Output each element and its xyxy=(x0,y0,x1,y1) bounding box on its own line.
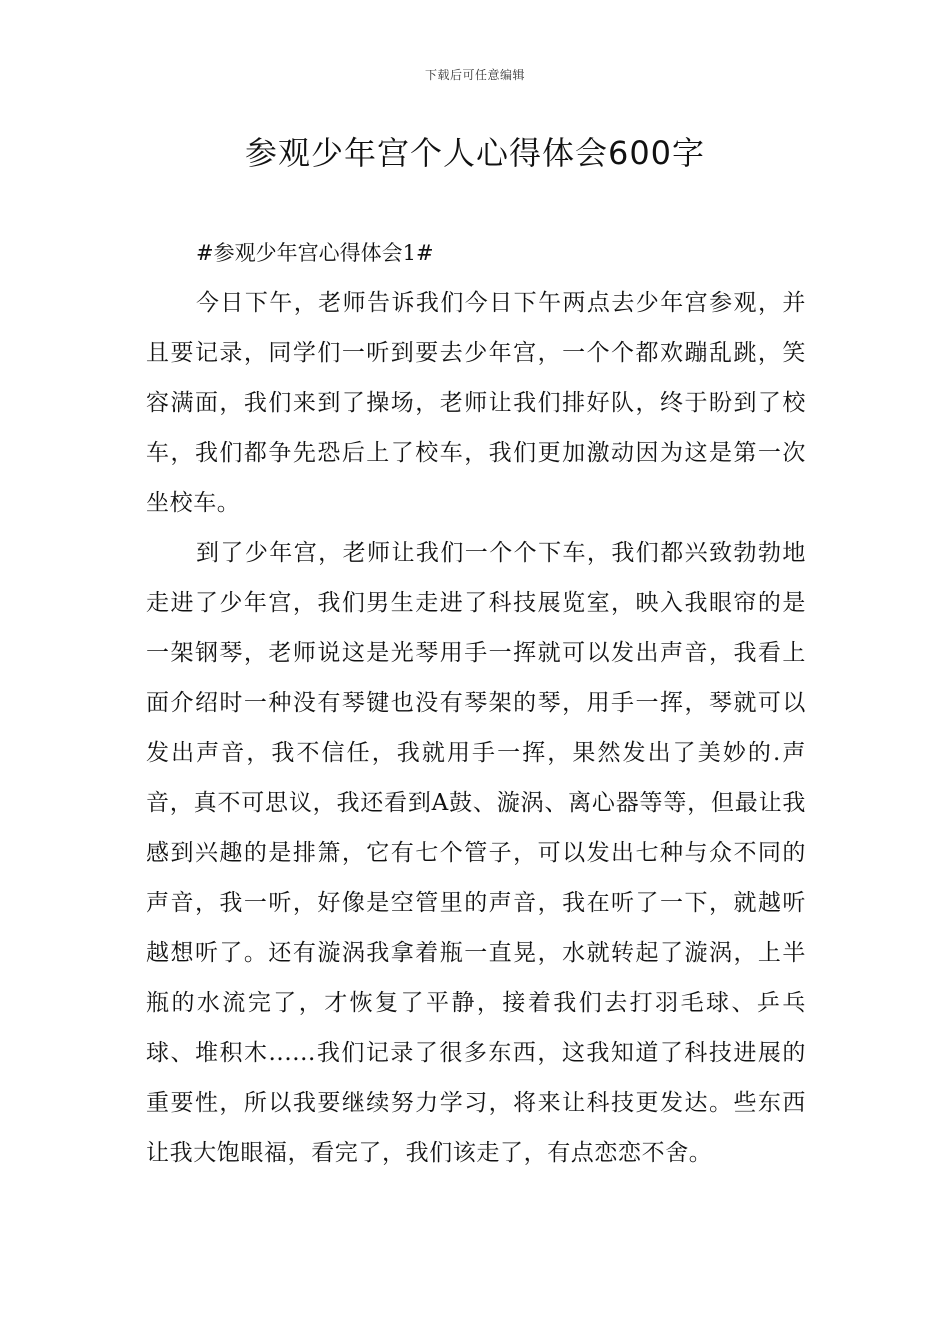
header-note: 下载后可任意编辑 xyxy=(424,68,525,82)
paragraph-1: 今日下午，老师告诉我们今日下午两点去少年宫参观，并且要记录，同学们一听到要去少年宫，一个个都欢蹦乱跳，笑容满面，我们来到了操场，老师让我们排好队，终于盼到了校车，我们都争先恐后上了校车，我们更加激动因为这是第一次坐校车。 xyxy=(146,290,806,516)
page-title: 参观少年宫个人心得体会600字 xyxy=(244,134,706,172)
document-body xyxy=(146,228,806,1178)
paragraph-2: 到了少年宫，老师让我们一个个下车，我们都兴致勃勃地走进了少年宫，我们男生走进了科技展览室，映入我眼帘的是一架钢琴，老师说这是光琴用手一挥就可以发出声音，我看上面介绍时一种没有琴键也没有琴架的琴，用手一挥，琴就可以发出声音，我不信任，我就用手一挥，果然发出了美妙的.声音，真不可思议，我还看到A鼓、漩涡、离心器等等，但最让我感到兴趣的是排箫，它有七个管子，可以发出七种与众不同的声音，我一听，好像是空管里的声音，我在听了一下，就越听越想听了。还有漩涡我拿着瓶一直晃，水就转起了漩涡，上半瓶的水流完了，才恢复了平静，接着我们去打羽毛球、乒乓球、堆积木......我们记录了很多东西，这我知道了科技进展的重要性，所以我要继续努力学习，将来让科技更发达。些东西让我大饱眼福，看完了，我们该走了，有点恋恋不舍。 xyxy=(146,540,806,1166)
section-heading: #参观少年宫心得体会1# xyxy=(196,241,434,265)
